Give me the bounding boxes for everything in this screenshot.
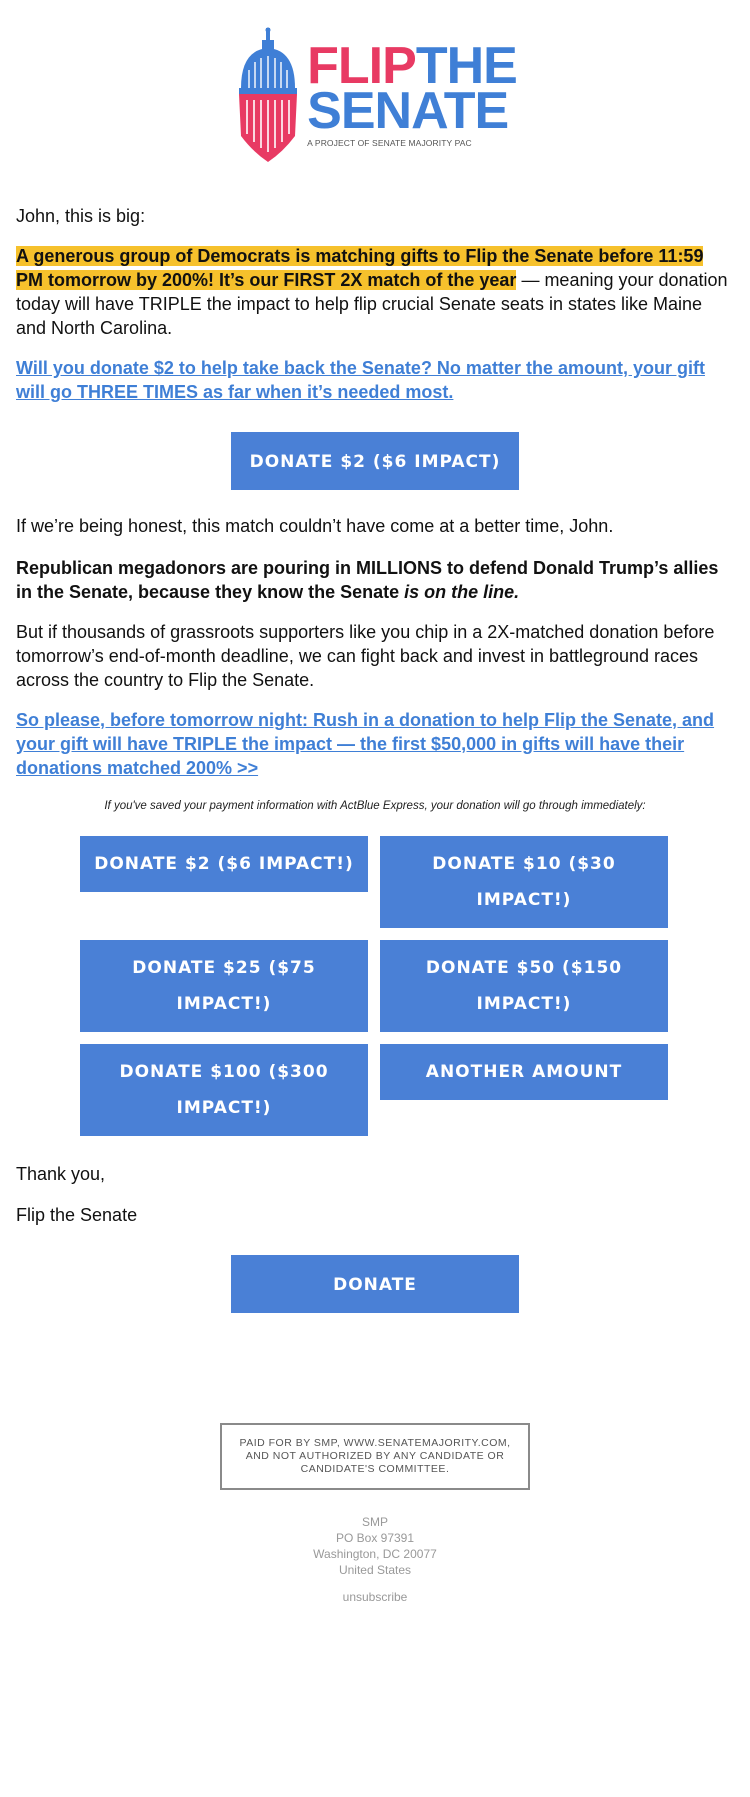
logo-the: THE [415,37,517,95]
address-line: United States [338,1563,412,1577]
donate-10-button[interactable]: DONATE $10 ($30 IMPACT!) [380,836,668,928]
mailing-address [16,1514,734,1578]
greeting: John, this is big: [16,206,146,226]
donate-50-button[interactable]: DONATE $50 ($150 IMPACT!) [380,940,668,1032]
honest-paragraph: If we’re being honest, this match couldn’t have come at a better time, John. [16,516,614,536]
logo-wordmark [307,37,517,148]
address-line: Washington, DC 20077 [313,1547,437,1561]
grassroots-paragraph: But if thousands of grassroots supporters like you chip in a 2X-matched donation before tomorrow’s end-of-month deadline, we can fight back and invest in battleground races across the country to Flip the Senate. [16,622,715,690]
address-line: SMP [361,1515,388,1529]
another-amount-button[interactable]: ANOTHER AMOUNT [380,1044,668,1100]
republican-emphasis: is on the line. [404,582,520,602]
donate-link-2[interactable]: So please, before tomorrow night: Rush in a donation to help Flip the Senate, and your gift will have TRIPLE the impact — the first $50,000 in gifts will have their donations matched 200% >> [16,710,715,778]
donate-2-button[interactable]: DONATE $2 ($6 IMPACT!) [80,836,368,892]
capitol-dome-icon [233,26,303,166]
republican-text: Republican megadonors are pouring in MILLIONS to defend Donald Trump’s allies in the Senate, because they know the Senate [16,558,719,602]
thanks-text: Thank you, [16,1164,106,1184]
logo[interactable] [16,0,734,166]
donate-button[interactable]: DONATE [231,1255,519,1313]
paid-for-disclaimer: PAID FOR BY SMP, WWW.SENATEMAJORITY.COM, AND NOT AUTHORIZED BY ANY CANDIDATE OR CANDIDATE'S COMMITTEE. [220,1423,530,1490]
intro-rest: — meaning your donation today will have TRIPLE the impact to help flip crucial Senate seats in states like Maine and North Carolina. [16,270,728,338]
highlighted-text: A generous group of Democrats is matching gifts to Flip the Senate before 11:59 PM tomorrow by 200%! It’s our FIRST 2X match of the year [16,246,704,290]
donate-25-button[interactable]: DONATE $25 ($75 IMPACT!) [80,940,368,1032]
donate-link-1[interactable]: Will you donate $2 to help take back the Senate? No matter the amount, your gift will go THREE TIMES as far when it’s needed most. [16,358,705,402]
address-line: PO Box 97391 [335,1531,415,1545]
logo-subtitle: A PROJECT OF SENATE MAJORITY PAC [307,138,472,148]
unsubscribe-link[interactable]: unsubscribe [342,1590,408,1604]
actblue-note: If you've saved your payment information with ActBlue Express, your donation will go through immediately: [104,800,646,812]
donate-button-grid [80,836,670,1136]
republican-paragraph [16,556,734,604]
donate-100-button[interactable]: DONATE $100 ($300 IMPACT!) [80,1044,368,1136]
intro-paragraph [16,244,734,340]
email-body [16,0,734,1604]
donate-2-main-button[interactable]: DONATE $2 ($6 IMPACT) [231,432,519,490]
signature: Flip the Senate [16,1205,138,1225]
logo-flip: FLIP [307,37,416,95]
logo-senate: SENATE [307,82,509,140]
